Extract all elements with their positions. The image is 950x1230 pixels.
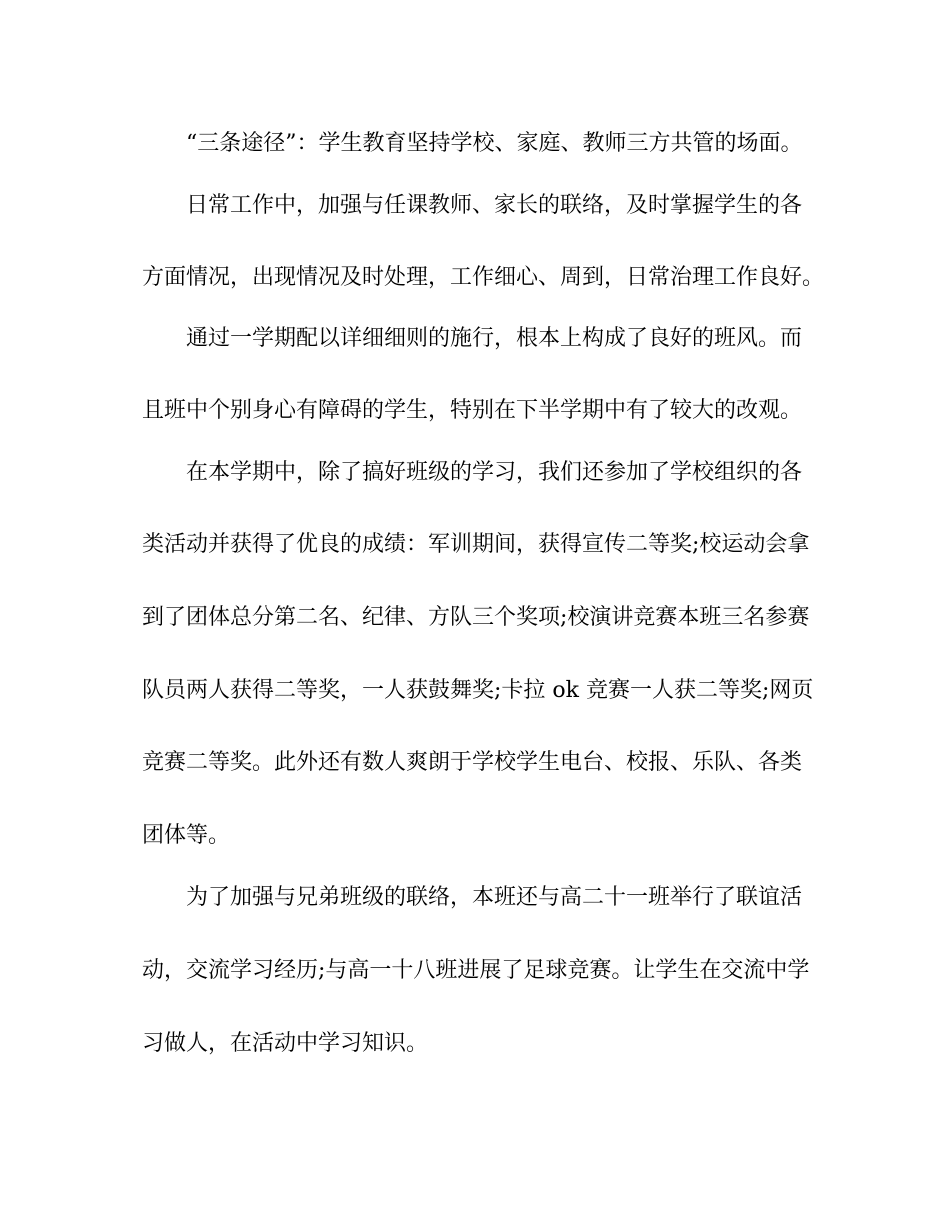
text-line: 习做人，在活动中学习知识。 [142,1031,429,1056]
text-line: 到了团体总分第二名、纪律、方队三个奖项;校演讲竞赛本班三名参赛 [142,605,810,630]
text-line: 为了加强与兄弟班级的联络，本班还与高二十一班举行了联谊活 [186,885,803,910]
text-line: 团体等。 [142,823,231,848]
text-line: 竞赛二等奖。此外还有数人爽朗于学校学生电台、校报、乐队、各类 [142,750,803,775]
text-line: 通过一学期配以详细细则的施行，根本上构成了良好的班风。而 [186,326,803,351]
text-line: 日常工作中，加强与任课教师、家长的联络，及时掌握学生的各 [186,193,803,218]
text-line: “三条途径”：学生教育坚持学校、家庭、教师三方共管的场面。 [186,131,803,156]
text-line: 且班中个别身心有障碍的学生，特别在下半学期中有了较大的改观。 [142,398,803,423]
text-line: 方面情况，出现情况及时处理，工作细心、周到，日常治理工作良好。 [142,265,825,290]
text-line: 类活动并获得了优良的成绩：军训期间，获得宣传二等奖;校运动会拿 [142,532,810,557]
text-line: 队员两人获得二等奖，一人获鼓舞奖;卡拉 ok 竞赛一人获二等奖;网页 [142,678,814,703]
text-line: 动，交流学习经历;与高一十八班进展了足球竞赛。让学生在交流中学 [142,958,810,983]
text-line: 在本学期中，除了搞好班级的学习，我们还参加了学校组织的各 [186,460,803,485]
